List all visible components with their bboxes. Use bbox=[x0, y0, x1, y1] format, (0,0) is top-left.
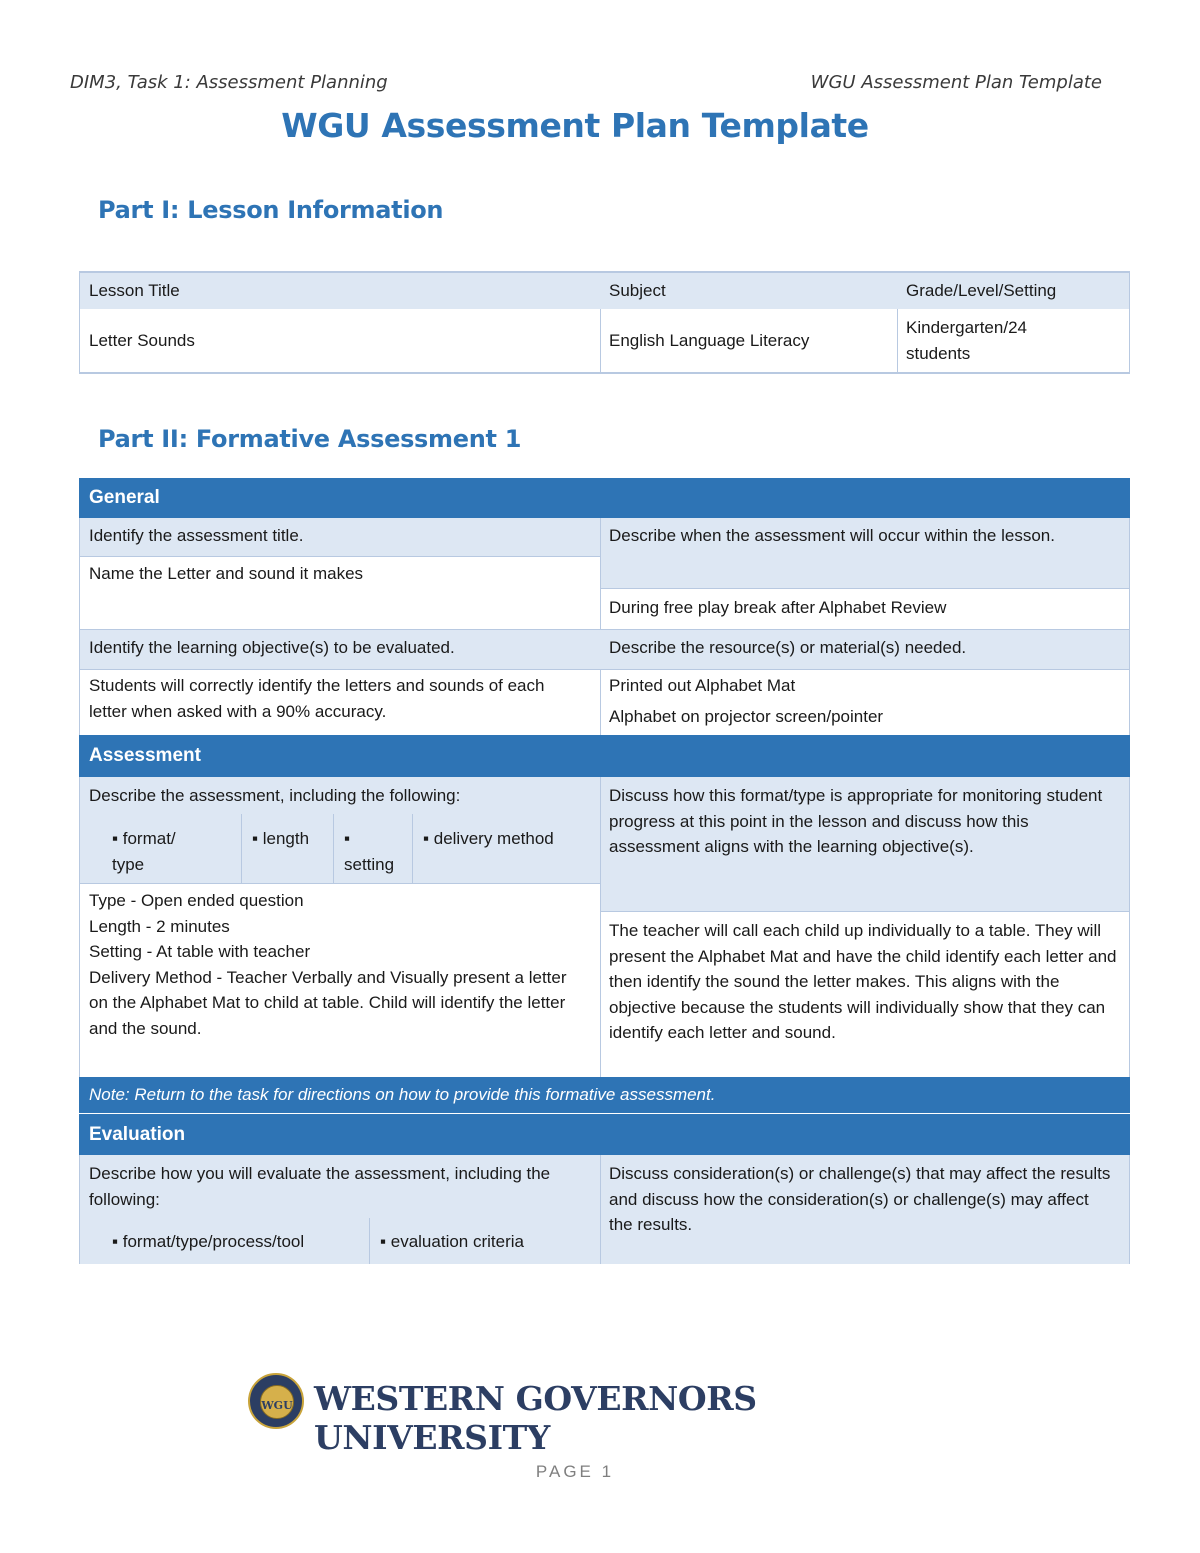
objective-value: Students will correctly identify the letters and sounds of each letter when asked with a 90% accuracy. bbox=[89, 676, 545, 721]
part-2-heading: Part II: Formative Assessment 1 bbox=[98, 425, 522, 453]
resources-value-2: Alphabet on projector screen/pointer bbox=[609, 707, 884, 726]
section-bar-evaluation: Evaluation bbox=[79, 1114, 1130, 1155]
page-number: PAGE 1 bbox=[535, 1462, 615, 1481]
grade-value: Kindergarten/24 students bbox=[906, 318, 1027, 363]
university-wordmark: WESTERN GOVERNORS UNIVERSITY bbox=[314, 1379, 757, 1457]
col-grade: Grade/Level/Setting bbox=[906, 281, 1057, 300]
bullet-delivery-method: ▪ delivery method bbox=[423, 829, 554, 848]
assessment-describe-prompt: Describe the assessment, including the following: bbox=[89, 786, 461, 805]
evaluation-describe-prompt: Describe how you will evaluate the assessment, including the following: bbox=[89, 1164, 551, 1209]
formative-assessment-table bbox=[79, 478, 1130, 1265]
part-1-heading: Part I: Lesson Information bbox=[98, 196, 444, 224]
lesson-title-value: Letter Sounds bbox=[89, 331, 195, 350]
running-header-right: WGU Assessment Plan Template bbox=[810, 72, 1102, 93]
note-bar: Note: Return to the task for directions on how to provide this formative assessment. bbox=[79, 1077, 1130, 1113]
bullet-evaluation-criteria: ▪ evaluation criteria bbox=[380, 1232, 524, 1251]
assessment-title-value: Name the Letter and sound it makes bbox=[89, 564, 364, 583]
col-subject: Subject bbox=[609, 281, 666, 300]
assessment-describe-value: Type - Open ended question Length - 2 minutes Setting - At table with teacher Delivery Method - Teacher Verbally and Visually present a letter on the Alphabet Mat to child at table. Child will identify the letter and the sound. bbox=[89, 891, 567, 1038]
col-lesson-title: Lesson Title bbox=[89, 281, 180, 300]
bullet-setting: ▪ setting bbox=[344, 829, 395, 874]
bullet-format-type: ▪ format/ type bbox=[112, 829, 176, 874]
assessment-discuss-prompt: Discuss how this format/type is appropriate for monitoring student progress at this point in the lesson and discuss how this assessment aligns with the learning objective(s). bbox=[609, 786, 1103, 856]
resources-value-1: Printed out Alphabet Mat bbox=[609, 676, 796, 695]
assessment-title-prompt: Identify the assessment title. bbox=[89, 526, 304, 545]
bullet-length: ▪ length bbox=[252, 829, 310, 848]
resources-prompt: Describe the resource(s) or material(s) needed. bbox=[609, 638, 967, 657]
subject-value: English Language Literacy bbox=[609, 331, 810, 350]
lesson-info-table bbox=[79, 271, 1130, 375]
assessment-discuss-value: The teacher will call each child up individually to a table. They will present the Alphabet Mat and have the child identify each letter and then identify the sound the letter makes. This aligns with the objective because the students will individually show that they can identify each letter and sound. bbox=[609, 921, 1117, 1042]
wgu-seal-icon: WGU bbox=[248, 1373, 304, 1429]
objective-prompt: Identify the learning objective(s) to be evaluated. bbox=[89, 638, 455, 657]
section-bar-assessment: Assessment bbox=[79, 735, 1130, 777]
bullet-format-type-process-tool: ▪ format/type/process/tool bbox=[112, 1232, 305, 1251]
section-bar-general: General bbox=[79, 478, 1130, 518]
assessment-when-prompt: Describe when the assessment will occur within the lesson. bbox=[609, 526, 1055, 545]
running-header-left: DIM3, Task 1: Assessment Planning bbox=[70, 72, 388, 93]
wgu-logo bbox=[248, 1373, 908, 1457]
assessment-when-value: During free play break after Alphabet Review bbox=[609, 598, 947, 617]
evaluation-challenge-prompt: Discuss consideration(s) or challenge(s) that may affect the results and discuss how the consideration(s) or challenge(s) may affect the results. bbox=[609, 1164, 1111, 1234]
document-title: WGU Assessment Plan Template bbox=[281, 106, 869, 145]
